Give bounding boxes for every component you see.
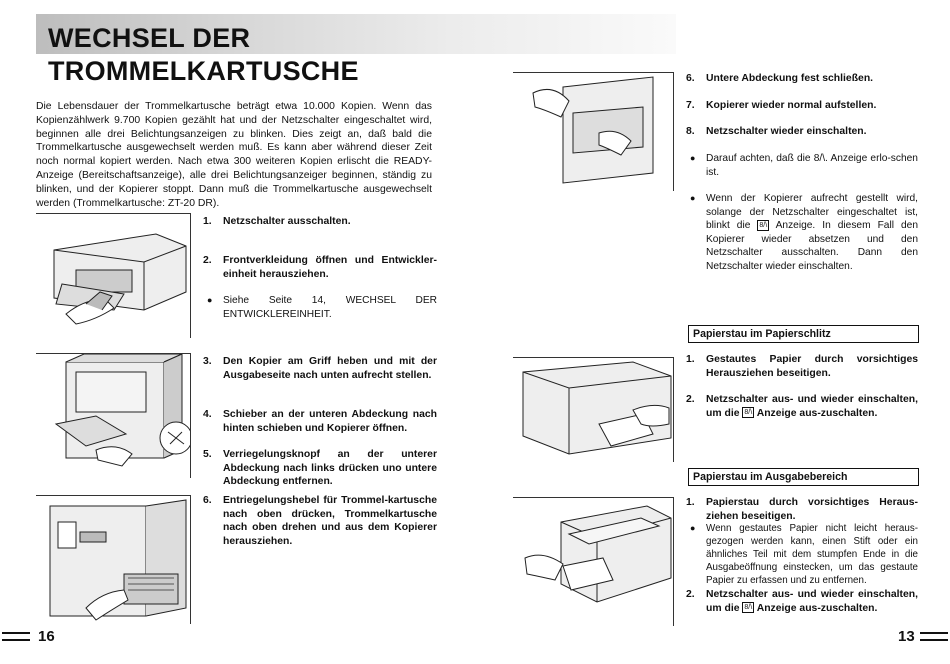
step-text: Entriegelungshebel für Trommel-kartusche nach oben drücken, Trommelkartusche nach oben drehen und aus dem Kopierer herausziehen. [223,495,437,547]
step-3 [203,355,437,382]
bullet-indicator-off [690,152,918,179]
step-4 [203,408,437,435]
step-number: 1. [686,354,695,365]
step-text: Netzschalter ausschalten. [223,216,351,227]
step-r6 [686,72,920,86]
step-2 [203,254,437,281]
step-text: Netzschalter wieder einschalten. [706,126,867,137]
bullet-dot-icon: ● [690,153,696,163]
step-text: Papierstau durch vorsichtiges Heraus-ziehen beseitigen. [706,497,918,522]
step-number: 6. [203,495,212,506]
bullet-text-pre: Wenn der Kopierer aufrecht gestellt wird, solange der Netzschalter eingeschaltet ist, blinkt die [706,193,918,231]
figure-remove-drum-cartridge [36,495,191,624]
step-number: 4. [203,409,212,420]
bullet-text: Siehe Seite 14, WECHSEL DER ENTWICKLEREINHEIT. [223,295,437,320]
section2-step-1 [686,496,918,523]
page-title-line1: WECHSEL DER [48,23,251,53]
bullet-upright-warning [690,192,918,273]
step-6 [203,494,437,548]
step-number: 8. [686,126,695,137]
bullet-text-post: Anzeige. In diesem Fall den Kopierer wieder absetzen und den Netzschalter ausschalten. Dann den Netzschalter wieder einschalten. [706,220,918,272]
figure-copier-upright [36,353,191,478]
step-text: Frontverkleidung öffnen und Entwickler-einheit herausziehen. [223,255,437,280]
bullet-dot-icon: ● [690,193,696,203]
page-title [48,22,359,88]
step-5 [203,448,437,489]
step-text-post: Anzeige aus-zuschalten. [756,407,878,419]
step-r7 [686,99,920,113]
figure-output-area-jam [513,497,674,626]
page-title-line2: TROMMELKARTUSCHE [48,56,359,86]
step-1 [203,215,437,229]
step-text: Gestautes Papier durch vorsichtiges Herausziehen beseitigen. [706,354,918,379]
bullet-text: Wenn gestautes Papier nicht leicht heraus-gezogen werden kann, einen Stift oder ein ähnliches Teil mit dem stumpfen Ende in die Ausgabeöffnung einstecken, um das gestaute Papier zu erfassen und zu entfernen. [706,523,918,586]
intro-paragraph: Die Lebensdauer der Trommelkartusche beträgt etwa 10.000 Kopien. Wenn das Kopienzählwerk 9.700 Kopien gezählt hat und der Netzschalter eingeschaltet wird, beginnen alle drei Belichtungsanzeigen zu blinken. Dies zeigt an, daß bald die Trommelkartusche ausgewechselt werden muß. Es kann aber während dieser Zeit noch normal kopiert werden. Nach etwa 300 weiteren Kopien erlischt die READY-Anzeige (Bereitschaftsanzeige), alle drei Belichtungsanzeiger beginnen, ständig zu blinken, und der Kopierer stoppt. Dann muß die Trommelkartusche ausgewechselt werden (Trommelkartusche: ZT-20 DR). [36,101,432,209]
step-text: Schieber an der unteren Abdeckung nach hinten schieben und Kopierer öffnen. [223,409,437,434]
page-marker-left [2,632,30,641]
section1-step-1 [686,353,918,380]
step-text: Untere Abdeckung fest schließen. [706,73,874,84]
bullet-dot-icon: ● [207,295,213,305]
section-header-output-area: Papierstau im Ausgabebereich [688,468,919,486]
section2-step-2 [686,588,918,615]
bullet-text-pre: Darauf achten, daß die [706,153,811,164]
bullet-text-post: Anzeige erlo-schen ist. [706,153,918,178]
page-number-right: 13 [898,628,915,645]
step-number: 7. [686,100,695,111]
exposure-indicator-icon: 8/\ [744,409,753,417]
section1-step-2 [686,393,918,420]
figure-open-front-cover [36,213,191,338]
section2-bullet [690,522,918,587]
page-number-left: 16 [38,628,55,645]
step-number: 2. [686,394,695,405]
step-text: Den Kopier am Griff heben und mit der Ausgabeseite nach unten aufrecht stellen. [223,356,437,381]
step-number: 3. [203,356,212,367]
step-number: 2. [686,589,695,600]
step-text: Verriegelungsknopf an der unterer Abdeckung nach links drücken uno untere Abdeckung entfernen. [223,449,437,487]
step-r8 [686,125,920,139]
exposure-indicator-icon: 8/\ [744,604,753,612]
step-number: 1. [686,497,695,508]
figure-paper-slot-jam [513,357,674,462]
step-number: 5. [203,449,212,460]
page-marker-right [920,632,948,641]
step-number: 2. [203,255,212,266]
step-text-post: Anzeige aus-zuschalten. [756,602,878,614]
bullet-see-page [207,294,437,321]
figure-close-bottom-cover [513,72,674,191]
bullet-dot-icon: ● [690,523,696,533]
step-text: Kopierer wieder normal aufstellen. [706,100,877,111]
exposure-indicator-icon: 8/\ [759,221,768,229]
step-text-pre: Netzschalter aus- und wieder einschalten, um die [706,589,918,614]
section-header-paper-slot: Papierstau im Papierschlitz [688,325,919,343]
exposure-indicator-icon: 8/\. [813,153,828,164]
step-text-pre: Netzschalter aus- und wieder einschalten, um die [706,394,918,419]
step-number: 6. [686,73,695,84]
step-number: 1. [203,216,212,227]
